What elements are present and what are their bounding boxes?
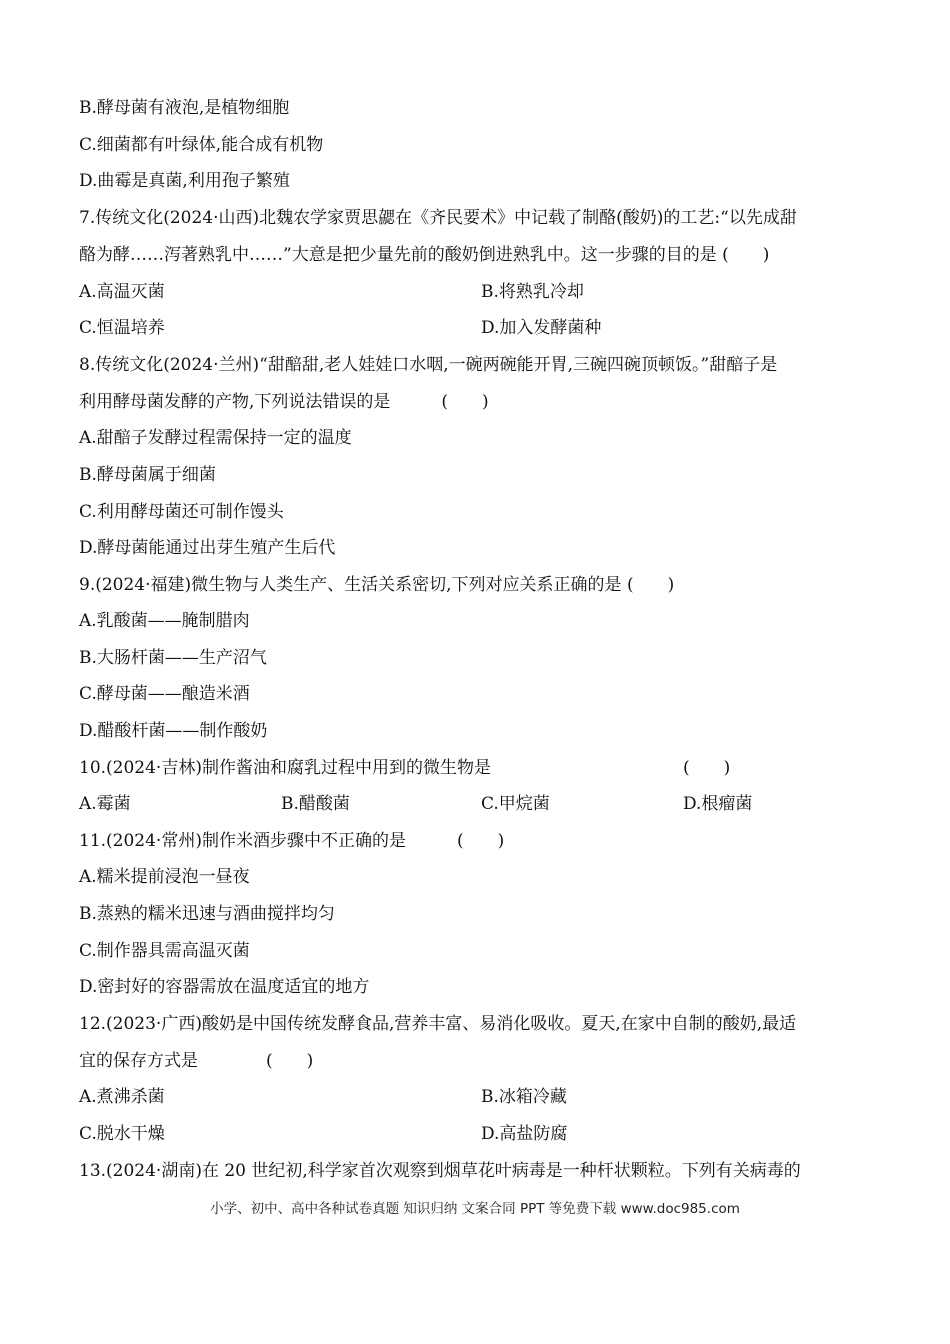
question-11-option-a: A.糯米提前浸泡一昼夜 — [79, 867, 250, 887]
line-b1: B.酵母菌有液泡,是植物细胞 — [79, 98, 290, 118]
question-11-option-b: B.蒸熟的糯米迅速与酒曲搅拌均匀 — [79, 904, 335, 924]
question-7-line1: 7.传统文化(2024·山西)北魏农学家贾思勰在《齐民要术》中记载了制酪(酸奶)的工艺:“以先成甜 — [79, 208, 797, 228]
question-7-option-b: B.将熟乳冷却 — [481, 282, 584, 302]
question-9: 9.(2024·福建)微生物与人类生产、生活关系密切,下列对应关系正确的是 ( ) — [79, 575, 675, 595]
question-12-line1: 12.(2023·广西)酸奶是中国传统发酵食品,营养丰富、易消化吸收。夏天,在家中自制的酸奶,最适 — [79, 1014, 797, 1034]
question-10: 10.(2024·吉林)制作酱油和腐乳过程中用到的微生物是 — [79, 758, 491, 778]
question-7-option-d: D.加入发酵菌种 — [481, 318, 602, 338]
question-8-option-d: D.酵母菌能通过出芽生殖产生后代 — [79, 538, 336, 558]
question-9-option-b: B.大肠杆菌——生产沼气 — [79, 648, 267, 668]
question-8-line2: 利用酵母菌发酵的产物,下列说法错误的是 ( ) — [79, 392, 489, 412]
page-footer: 小学、初中、高中各种试卷真题 知识归纳 文案合同 PPT 等免费下载 www.doc985.com — [210, 1201, 740, 1217]
question-11-option-d: D.密封好的容器需放在温度适宜的地方 — [79, 977, 370, 997]
question-12-line2: 宜的保存方式是 ( ) — [79, 1051, 314, 1071]
question-7-option-c: C.恒温培养 — [79, 318, 165, 338]
line-c1: C.细菌都有叶绿体,能合成有机物 — [79, 135, 324, 155]
question-11: 11.(2024·常州)制作米酒步骤中不正确的是 ( ) — [79, 831, 505, 851]
question-9-option-d: D.醋酸杆菌——制作酸奶 — [79, 721, 268, 741]
question-8-option-b: B.酵母菌属于细菌 — [79, 465, 216, 485]
question-12-option-a: A.煮沸杀菌 — [79, 1087, 165, 1107]
question-12-option-c: C.脱水干燥 — [79, 1124, 165, 1144]
question-10-option-b: B.醋酸菌 — [281, 794, 350, 814]
question-10-option-a: A.霉菌 — [79, 794, 131, 814]
question-10-option-d: D.根瘤菌 — [683, 794, 753, 814]
question-12-option-d: D.高盐防腐 — [481, 1124, 568, 1144]
question-12-option-b: B.冰箱冷藏 — [481, 1087, 567, 1107]
question-7-option-a: A.高温灭菌 — [79, 282, 165, 302]
question-9-option-a: A.乳酸菌——腌制腊肉 — [79, 611, 250, 631]
question-11-option-c: C.制作器具需高温灭菌 — [79, 941, 250, 961]
question-10-option-c: C.甲烷菌 — [481, 794, 550, 814]
question-8-option-c: C.利用酵母菌还可制作馒头 — [79, 502, 284, 522]
question-8-line1: 8.传统文化(2024·兰州)“甜醅甜,老人娃娃口水咽,一碗两碗能开胃,三碗四碗顶顿饭。”甜醅子是 — [79, 355, 778, 375]
line-d1: D.曲霉是真菌,利用孢子繁殖 — [79, 171, 290, 191]
question-7-line2: 酪为酵……泻著熟乳中……”大意是把少量先前的酸奶倒进熟乳中。这一步骤的目的是 ( ) — [79, 245, 770, 265]
question-8-option-a: A.甜醅子发酵过程需保持一定的温度 — [79, 428, 352, 448]
question-9-option-c: C.酵母菌——酿造米酒 — [79, 684, 250, 704]
question-13-line1: 13.(2024·湖南)在 20 世纪初,科学家首次观察到烟草花叶病毒是一种杆状颗粒。下列有关病毒的 — [79, 1161, 801, 1181]
question-10-paren: ( ) — [683, 758, 731, 778]
